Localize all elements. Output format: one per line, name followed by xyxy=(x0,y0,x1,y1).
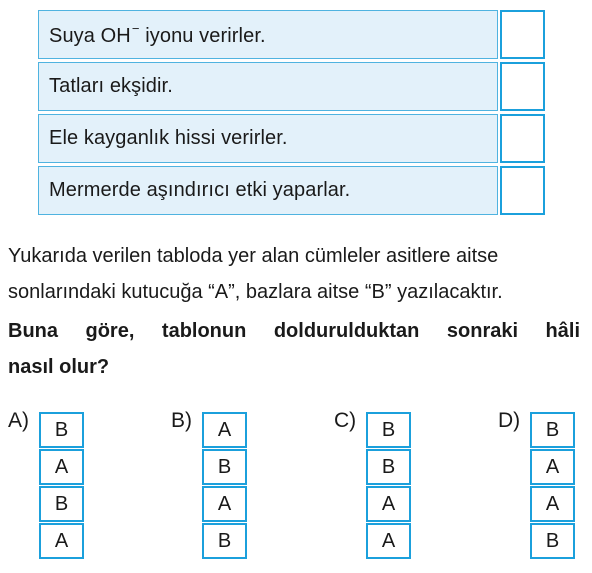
option-cell: A xyxy=(39,523,84,559)
option-cell: B xyxy=(39,412,84,448)
statement-text: Mermerde aşındırıcı etki yaparlar. xyxy=(49,179,351,201)
question-text xyxy=(8,313,580,385)
instruction-paragraph xyxy=(8,238,578,310)
statement-row xyxy=(38,62,498,111)
statement-text: Ele kayganlık hissi verirler. xyxy=(49,127,288,149)
statement-text: Suya OH− iyonu verirler. xyxy=(49,21,266,47)
option-cell: B xyxy=(530,523,575,559)
option-cell: B xyxy=(366,412,411,448)
statement-row xyxy=(38,166,498,215)
option-label: B) xyxy=(171,409,192,432)
option-cell: A xyxy=(202,486,247,522)
answer-box[interactable] xyxy=(500,114,545,163)
statements-table xyxy=(38,10,547,215)
question-line: nasıl olur? xyxy=(8,356,110,378)
option-answer-column xyxy=(530,412,575,560)
option-cell: A xyxy=(202,412,247,448)
option-label: D) xyxy=(498,409,521,432)
question-line: Buna göre, tablonun doldurulduktan sonraki hâli xyxy=(8,320,580,342)
option-cell: B xyxy=(530,412,575,448)
superscript-charge: − xyxy=(131,21,140,36)
option-cell: B xyxy=(202,523,247,559)
option-cell: A xyxy=(530,449,575,485)
instruction-line: sonlarındaki kutucuğa “A”, bazlara aitse “B” yazılacaktır. xyxy=(8,281,503,303)
statement-text: Tatları ekşidir. xyxy=(49,75,173,97)
option-answer-column xyxy=(39,412,84,560)
answer-box[interactable] xyxy=(500,166,545,215)
option-cell: A xyxy=(366,486,411,522)
option-label: C) xyxy=(334,409,357,432)
option-cell: A xyxy=(530,486,575,522)
statement-row xyxy=(38,114,498,163)
statement-row xyxy=(38,10,498,59)
option-cell: B xyxy=(202,449,247,485)
option-cell: A xyxy=(366,523,411,559)
option-cell: B xyxy=(39,486,84,522)
answer-box[interactable] xyxy=(500,10,545,59)
option-cell: A xyxy=(39,449,84,485)
option-answer-column xyxy=(202,412,247,560)
option-cell: B xyxy=(366,449,411,485)
instruction-line: Yukarıda verilen tabloda yer alan cümleler asitlere aitse xyxy=(8,245,499,267)
option-answer-column xyxy=(366,412,411,560)
option-label: A) xyxy=(8,409,29,432)
answer-box[interactable] xyxy=(500,62,545,111)
